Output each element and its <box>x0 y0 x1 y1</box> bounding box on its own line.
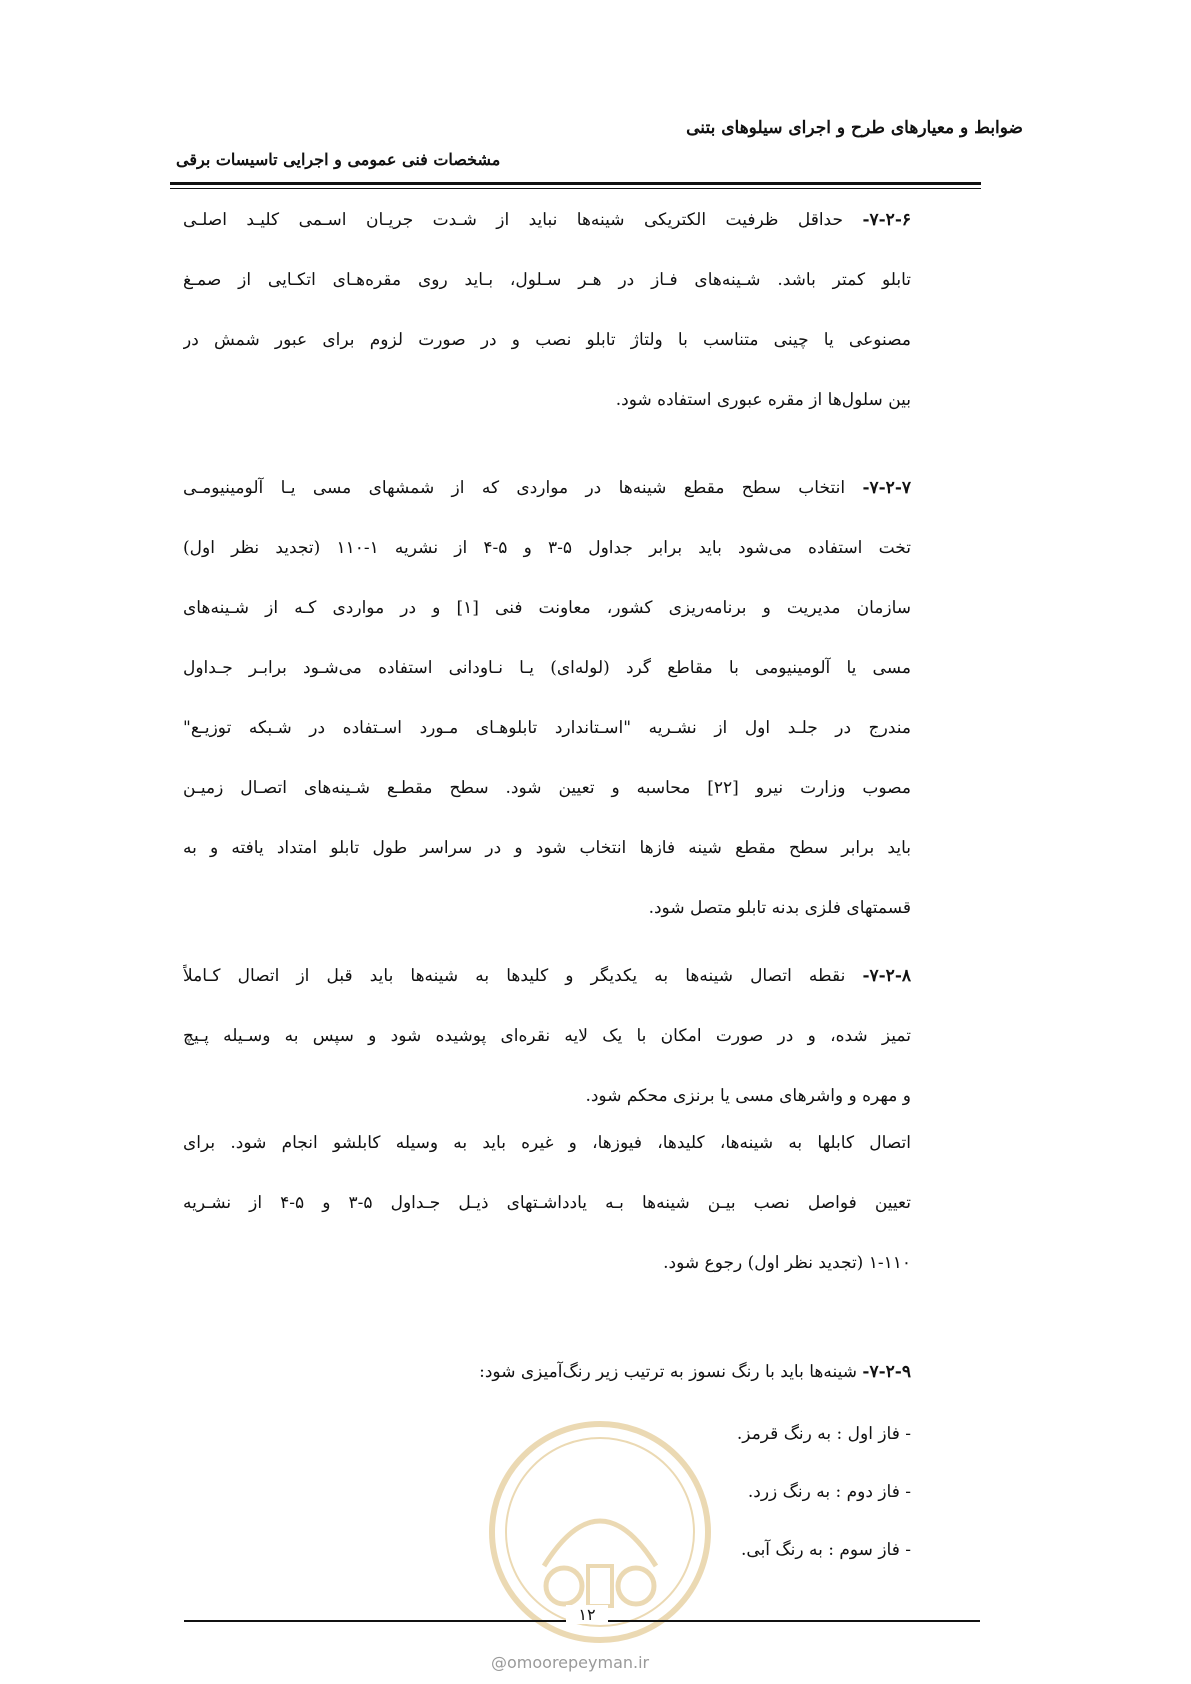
section-number: ۷-۲-۸- <box>862 966 911 986</box>
paragraph-line: مسی یا آلومینیومی با مقاطع گرد (لوله‌ای) یـا نـاودانی استفاده می‌شـود برابـر جـداول <box>183 658 911 678</box>
header-title-sub: مشخصات فنی عمومی و اجرایی تاسیسات برقی <box>176 150 501 169</box>
paragraph-line: تخت استفاده می‌شود باید برابر جداول ۵-۳ و ۵-۴ از نشریه ۱-۱۱۰ (تجدید نظر اول) <box>183 538 911 558</box>
list-intro: ۷-۲-۹- شینه‌ها باید با رنگ نسوز به ترتیب زیر رنگ‌آمیزی شود: <box>479 1362 911 1382</box>
paragraph-line: سازمان مدیریت و برنامه‌ریزی کشور، معاونت فنی [۱] و در مواردی کـه از شـینه‌های <box>183 598 911 618</box>
header-title-main: ضوابط و معیارهای طرح و اجرای سیلوهای بتنی <box>686 118 1023 138</box>
section-7-2-8-continued <box>183 1125 911 1305</box>
section-7-2-9 <box>183 1354 911 1590</box>
paragraph-line: اتصال کابلها به شینه‌ها، کلیدها، فیوزها، و غیره باید به وسیله کابلشو انجام شود. برای <box>183 1133 911 1153</box>
paragraph-line: قسمتهای فلزی بدنه تابلو متصل شود. <box>648 898 911 918</box>
list-item: - فاز اول : به رنگ قرمز. <box>736 1424 911 1444</box>
paragraph-line: ۷-۲-۸- نقطه اتصال شینه‌ها به یکدیگر و کلیدها به شینه‌ها باید قبل از اتصال کـاملاً <box>183 966 911 986</box>
paragraph-line: تابلو کمتر باشد. شـینه‌های فـاز در هـر سـلول، بـاید روی مقره‌هـای اتکـایی از صمـغ <box>183 270 911 290</box>
paragraph-line: مندرج در جلـد اول از نشـریه "اسـتاندارد تابلوهـای مـورد اسـتفاده در شـبکه توزیـع" <box>183 718 911 738</box>
paragraph-line: ۷-۲-۶- حداقل ظرفیت الکتریکی شینه‌ها نباید از شـدت جریـان اسـمی کلیـد اصلـی <box>183 210 911 230</box>
list-item: - فاز سوم : به رنگ آبی. <box>741 1540 911 1560</box>
paragraph-line: ۱-۱۱۰ (تجدید نظر اول) رجوع شود. <box>663 1253 911 1273</box>
paragraph-line: و مهره و واشرهای مسی یا برنزی محکم شود. <box>585 1086 911 1106</box>
section-7-2-6 <box>183 202 911 442</box>
section-number: ۷-۲-۶- <box>862 210 911 230</box>
paragraph-line: مصنوعی یا چینی متناسب با ولتاژ تابلو نصب و در صورت لزوم برای عبور شمش در <box>183 330 911 350</box>
watermark-text: @omoorepeyman.ir <box>491 1653 650 1672</box>
section-7-2-7 <box>183 470 911 950</box>
paragraph-line: باید برابر سطح مقطع شینه فازها انتخاب شود و در سراسر طول تابلو امتداد یافته و به <box>183 838 911 858</box>
page-number: ۱۲ <box>566 1605 608 1624</box>
paragraph-line: تمیز شده، و در صورت امکان با یک لایه نقره‌ای پوشیده شود و سپس به وسـیله پـیچ <box>183 1026 911 1046</box>
section-number: ۷-۲-۷- <box>862 478 911 498</box>
section-7-2-8 <box>183 958 911 1138</box>
section-number: ۷-۲-۹- <box>862 1362 911 1382</box>
list-item: - فاز دوم : به رنگ زرد. <box>747 1482 911 1502</box>
paragraph-line: بین سلول‌ها از مقره عبوری استفاده شود. <box>615 390 911 410</box>
paragraph-line: مصوب وزارت نیرو [۲۲] محاسبه و تعیین شود. سطح مقطـع شـینه‌های اتصـال زمیـن <box>183 778 911 798</box>
header-rule-thick <box>170 182 981 185</box>
header-rule-thin <box>170 188 981 189</box>
paragraph-line: تعیین فواصل نصب بیـن شینه‌ها بـه یادداشـتهای ذیـل جـداول ۵-۳ و ۵-۴ از نشـریه <box>183 1193 911 1213</box>
paragraph-line: ۷-۲-۷- انتخاب سطح مقطع شینه‌ها در مواردی که از شمشهای مسی یـا آلومینیومـی <box>183 478 911 498</box>
